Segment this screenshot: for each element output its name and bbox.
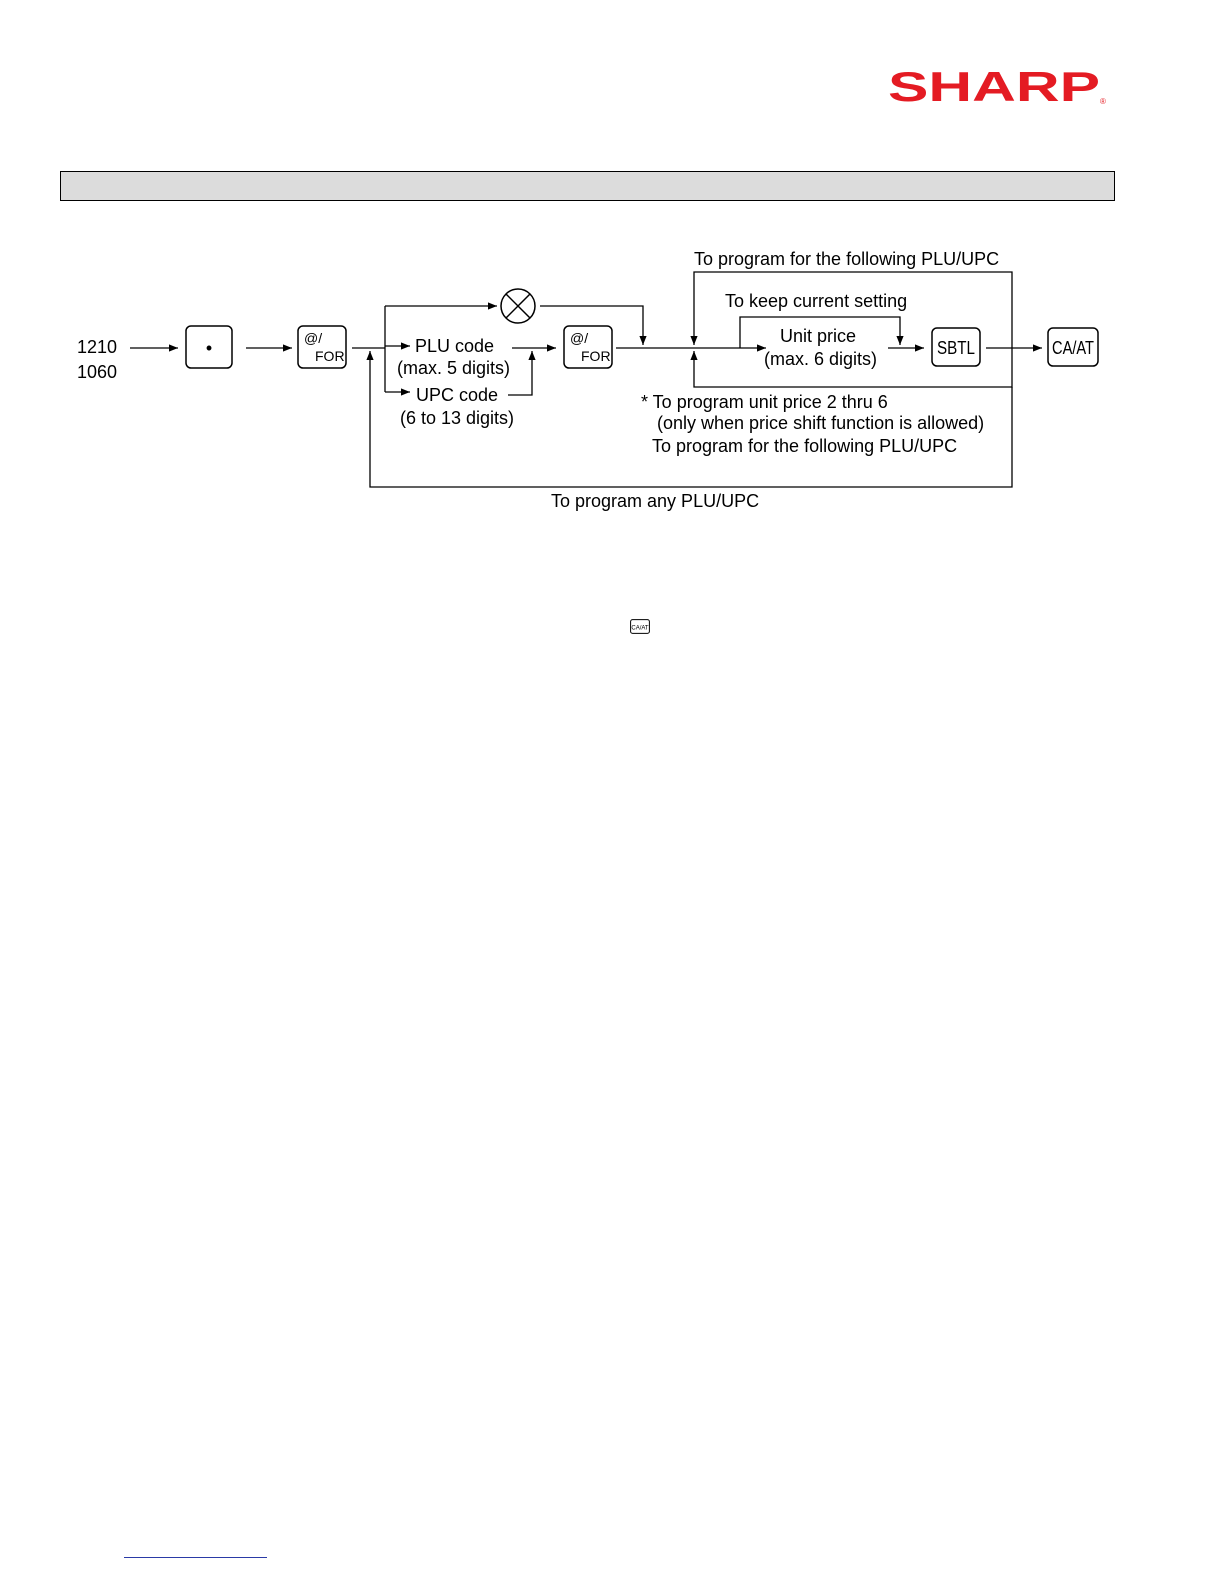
start-code-1060: 1060 (77, 362, 118, 382)
upc-code-label: UPC code (416, 385, 499, 405)
following-plu-bottom-label: To program for the following PLU/UPC (652, 436, 958, 456)
price-shift-note: (only when price shift function is allowed) (657, 413, 985, 433)
dot-key-label: • (205, 338, 213, 358)
sharp-logo-text: SHARP (888, 68, 1100, 108)
at-for-key-1-top: @/ (304, 330, 323, 346)
sbtl-key (932, 328, 980, 366)
footer-link-underline (124, 1557, 267, 1558)
multiply-key (501, 289, 535, 323)
plu-code-max-label: (max. 5 digits) (397, 358, 511, 378)
any-plu-label: To program any PLU/UPC (551, 491, 760, 511)
upc-code-range-label: (6 to 13 digits) (400, 408, 515, 428)
ca-at-key (1048, 328, 1098, 366)
at-for-key-2 (564, 326, 612, 368)
start-code-1210: 1210 (77, 337, 118, 357)
registered-mark: ® (1100, 97, 1106, 106)
unit-price-2-6-note: * To program unit price 2 thru 6 (641, 392, 888, 412)
at-for-key-1-bottom: FOR (315, 348, 345, 364)
key-sequence-diagram (0, 230, 1224, 530)
unit-price-label: Unit price (780, 326, 857, 346)
unit-price-max-label: (max. 6 digits) (764, 349, 878, 369)
section-title-bar (60, 171, 1115, 201)
dot-key (186, 326, 232, 368)
keep-current-setting-label: To keep current setting (725, 291, 908, 311)
ca-at-key-label: CA/AT (1052, 338, 1095, 358)
at-for-key-2-top: @/ (570, 330, 589, 346)
sharp-logo (888, 68, 1112, 108)
sbtl-key-label: SBTL (937, 338, 975, 358)
at-for-key-1 (298, 326, 346, 368)
ca-at-key-icon-label: CA/AT (631, 625, 649, 632)
at-for-key-2-bottom: FOR (581, 348, 611, 364)
plu-code-label: PLU code (415, 336, 495, 356)
ca-at-key-icon (630, 619, 650, 634)
following-plu-top-label: To program for the following PLU/UPC (694, 249, 1000, 269)
